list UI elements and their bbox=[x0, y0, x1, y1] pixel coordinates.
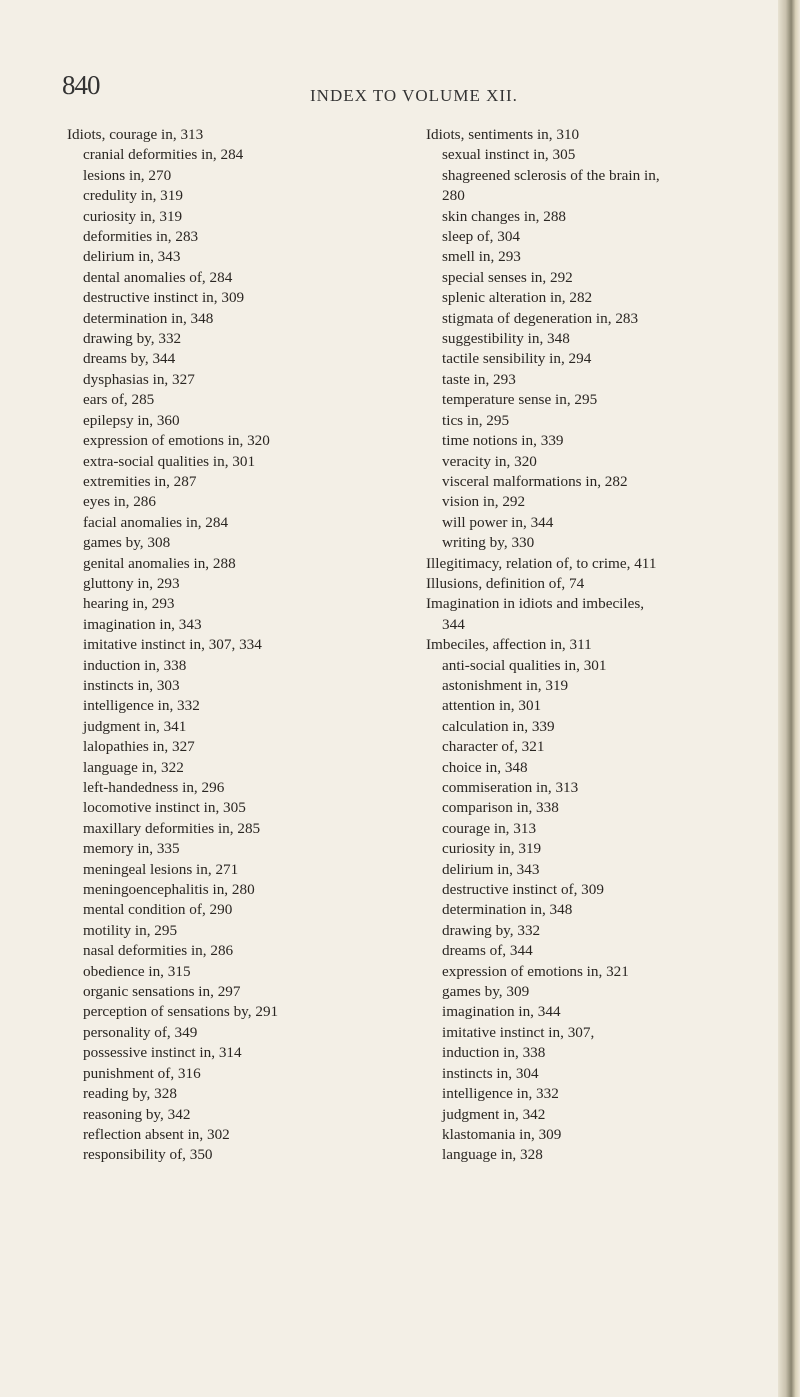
index-subentry: lalopathies in, 327 bbox=[83, 738, 195, 756]
index-subentry: will power in, 344 bbox=[442, 513, 554, 531]
index-subentry: locomotive instinct in, 305 bbox=[83, 799, 246, 817]
index-subentry: induction in, 338 bbox=[83, 656, 187, 674]
index-subentry: judgment in, 341 bbox=[83, 717, 187, 735]
index-subentry: tics in, 295 bbox=[442, 411, 510, 429]
index-subentry: personality of, 349 bbox=[83, 1023, 198, 1041]
index-subentry: genital anomalies in, 288 bbox=[83, 554, 236, 572]
index-subentry: shagreened sclerosis of the brain in, bbox=[442, 166, 660, 184]
index-subentry: destructive instinct of, 309 bbox=[442, 881, 604, 899]
index-subentry: sleep of, 304 bbox=[442, 228, 521, 246]
index-subentry: delirium in, 343 bbox=[442, 860, 540, 878]
index-subentry: gluttony in, 293 bbox=[83, 574, 180, 592]
index-heading: Idiots, sentiments in, 310 bbox=[426, 126, 580, 143]
index-subentry: sexual instinct in, 305 bbox=[442, 146, 576, 164]
index-subentry: 280 bbox=[442, 187, 465, 205]
index-subentry: lesions in, 270 bbox=[83, 166, 172, 184]
index-subentry: reasoning by, 342 bbox=[83, 1105, 191, 1123]
index-subentry: judgment in, 342 bbox=[442, 1105, 546, 1123]
index-subentry: language in, 322 bbox=[83, 758, 184, 776]
index-subentry: comparison in, 338 bbox=[442, 799, 559, 817]
index-subentry: language in, 328 bbox=[442, 1146, 543, 1164]
index-subentry: instincts in, 303 bbox=[83, 676, 180, 694]
page-number: 840 bbox=[62, 70, 100, 100]
index-subentry: delirium in, 343 bbox=[83, 248, 181, 266]
index-subentry: memory in, 335 bbox=[83, 840, 180, 858]
index-subentry: responsibility of, 350 bbox=[83, 1146, 213, 1164]
index-subentry: expression of emotions in, 320 bbox=[83, 432, 270, 450]
index-subentry: determination in, 348 bbox=[442, 901, 573, 919]
index-subentry: veracity in, 320 bbox=[442, 452, 537, 470]
index-subentry: imitative instinct in, 307, 334 bbox=[83, 636, 262, 654]
index-subentry: tactile sensibility in, 294 bbox=[442, 350, 592, 368]
index-subentry: hearing in, 293 bbox=[83, 595, 175, 613]
index-subentry: taste in, 293 bbox=[442, 370, 516, 388]
index-subentry: skin changes in, 288 bbox=[442, 207, 567, 225]
index-subentry: anti-social qualities in, 301 bbox=[442, 656, 607, 674]
index-subentry: intelligence in, 332 bbox=[442, 1085, 559, 1103]
index-subentry: imagination in, 344 bbox=[442, 1003, 561, 1021]
index-subentry: stigmata of degeneration in, 283 bbox=[442, 309, 639, 327]
index-subentry: possessive instinct in, 314 bbox=[83, 1044, 242, 1062]
index-subentry: facial anomalies in, 284 bbox=[83, 513, 229, 531]
index-subentry: dreams by, 344 bbox=[83, 350, 176, 368]
index-subentry: dysphasias in, 327 bbox=[83, 370, 195, 388]
index-subentry: destructive instinct in, 309 bbox=[83, 289, 245, 307]
index-subentry: dreams of, 344 bbox=[442, 942, 533, 960]
index-subentry: curiosity in, 319 bbox=[442, 840, 542, 858]
index-subentry: determination in, 348 bbox=[83, 309, 214, 327]
index-subentry: punishment of, 316 bbox=[83, 1064, 201, 1082]
index-subentry: vision in, 292 bbox=[442, 493, 526, 511]
index-subentry: left-handedness in, 296 bbox=[83, 779, 225, 796]
index-column-right bbox=[426, 125, 776, 1166]
index-heading: Illegitimacy, relation of, to crime, 411 bbox=[426, 554, 657, 572]
index-subentry: 344 bbox=[442, 615, 465, 633]
index-subentry: perception of sensations by, 291 bbox=[83, 1003, 279, 1021]
index-subentry: temperature sense in, 295 bbox=[442, 391, 598, 409]
index-subentry: epilepsy in, 360 bbox=[83, 411, 180, 429]
index-heading: Idiots, courage in, 313 bbox=[67, 126, 204, 143]
index-subentry: ears of, 285 bbox=[83, 391, 155, 409]
index-subentry: reflection absent in, 302 bbox=[83, 1125, 230, 1143]
page-edge-shadow bbox=[778, 0, 800, 1397]
index-subentry: extremities in, 287 bbox=[83, 472, 197, 490]
index-subentry: instincts in, 304 bbox=[442, 1064, 539, 1082]
index-subentry: extra-social qualities in, 301 bbox=[83, 452, 256, 470]
index-subentry: commiseration in, 313 bbox=[442, 779, 579, 796]
index-subentry: maxillary deformities in, 285 bbox=[83, 819, 261, 837]
running-head: INDEX TO VOLUME XII. bbox=[310, 86, 518, 105]
index-subentry: nasal deformities in, 286 bbox=[83, 942, 234, 960]
index-subentry: attention in, 301 bbox=[442, 697, 542, 715]
index-heading: Imagination in idiots and imbeciles, bbox=[426, 595, 645, 613]
index-subentry: meningeal lesions in, 271 bbox=[83, 860, 239, 878]
index-subentry: dental anomalies of, 284 bbox=[83, 268, 233, 286]
index-subentry: time notions in, 339 bbox=[442, 432, 564, 450]
index-subentry: splenic alteration in, 282 bbox=[442, 289, 593, 307]
index-subentry: calculation in, 339 bbox=[442, 717, 555, 735]
index-subentry: choice in, 348 bbox=[442, 758, 528, 776]
index-subentry: motility in, 295 bbox=[83, 921, 178, 939]
index-subentry: curiosity in, 319 bbox=[83, 207, 183, 225]
index-subentry: expression of emotions in, 321 bbox=[442, 962, 629, 980]
index-subentry: special senses in, 292 bbox=[442, 268, 573, 286]
index-subentry: drawing by, 332 bbox=[83, 330, 182, 348]
index-subentry: eyes in, 286 bbox=[83, 493, 156, 511]
index-subentry: intelligence in, 332 bbox=[83, 697, 200, 715]
index-heading: Imbeciles, affection in, 311 bbox=[426, 636, 592, 654]
index-subentry: mental condition of, 290 bbox=[83, 901, 233, 919]
index-subentry: deformities in, 283 bbox=[83, 228, 199, 246]
index-subentry: visceral malformations in, 282 bbox=[442, 472, 628, 490]
index-subentry: imitative instinct in, 307, bbox=[442, 1023, 595, 1041]
index-subentry: courage in, 313 bbox=[442, 819, 537, 837]
index-subentry: klastomania in, 309 bbox=[442, 1125, 562, 1143]
index-subentry: character of, 321 bbox=[442, 738, 545, 756]
index-subentry: organic sensations in, 297 bbox=[83, 983, 241, 1001]
index-subentry: obedience in, 315 bbox=[83, 962, 191, 980]
index-subentry: games by, 308 bbox=[83, 534, 171, 552]
index-subentry: cranial deformities in, 284 bbox=[83, 146, 244, 164]
index-subentry: writing by, 330 bbox=[442, 534, 535, 552]
index-subentry: induction in, 338 bbox=[442, 1044, 546, 1062]
index-subentry: games by, 309 bbox=[442, 983, 530, 1001]
index-subentry: reading by, 328 bbox=[83, 1085, 177, 1103]
index-column-left bbox=[67, 125, 412, 1166]
index-subentry: astonishment in, 319 bbox=[442, 676, 569, 694]
index-heading: Illusions, definition of, 74 bbox=[426, 574, 585, 592]
index-subentry: drawing by, 332 bbox=[442, 921, 541, 939]
index-subentry: suggestibility in, 348 bbox=[442, 330, 570, 348]
index-subentry: meningoencephalitis in, 280 bbox=[83, 881, 255, 899]
index-subentry: credulity in, 319 bbox=[83, 187, 183, 205]
index-subentry: imagination in, 343 bbox=[83, 615, 202, 633]
index-subentry: smell in, 293 bbox=[442, 248, 521, 266]
